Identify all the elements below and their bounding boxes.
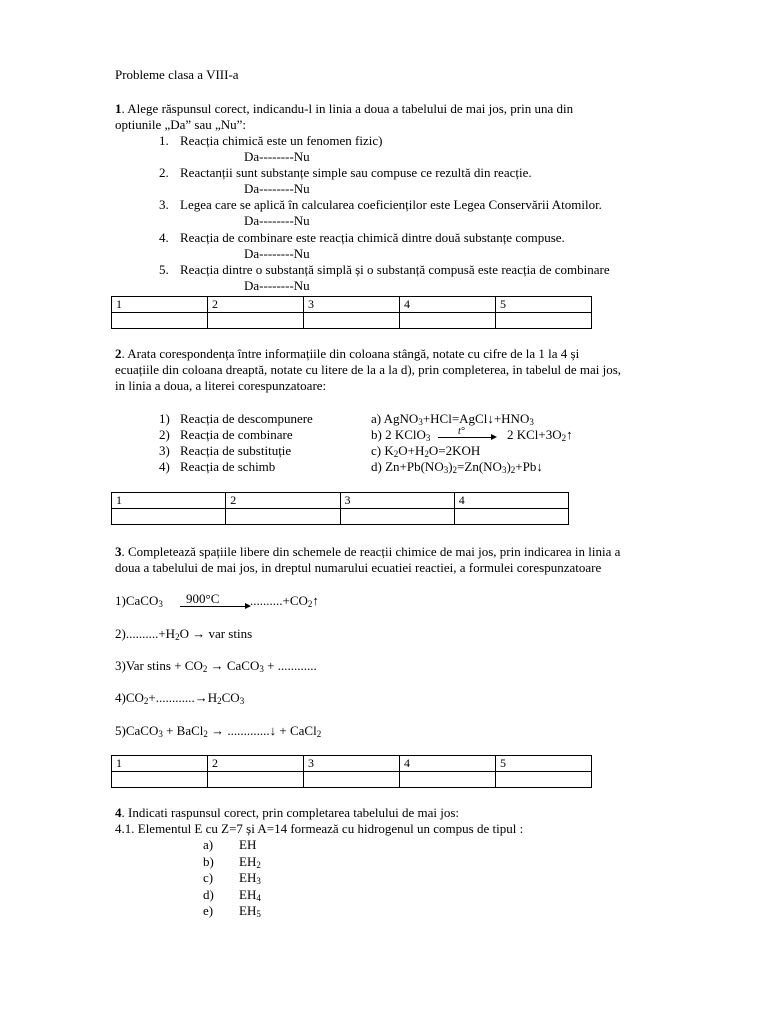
- p4-option-a: EH: [239, 837, 257, 852]
- p1-item-3-text: Legea care se aplică în calcularea coeficienților este Legea Conservării Atomilor.: [180, 197, 602, 212]
- answer-cell[interactable]: [208, 772, 304, 788]
- p1-item-3: 3.: [159, 197, 169, 212]
- answer-cell[interactable]: [226, 509, 340, 525]
- table-header-cell: 2: [208, 756, 304, 772]
- p3-reaction-2: $2)..........+H_2O$ → var stins: [115, 626, 253, 642]
- answer-cell[interactable]: [304, 772, 400, 788]
- p3-reaction-1: 1)CaCO$_3$: [115, 593, 163, 609]
- p2-left-4: Reacția de schimb: [180, 459, 276, 474]
- table-header-cell: 1: [112, 493, 226, 509]
- p2-left-1-number: 1): [159, 411, 170, 426]
- table-header-cell: 5: [496, 297, 592, 313]
- p3-reaction-arrow: [180, 606, 246, 607]
- answer-cell[interactable]: [112, 313, 208, 329]
- answer-cell[interactable]: [400, 772, 496, 788]
- page-title: Probleme clasa a VIII-a: [115, 67, 239, 82]
- answer-cell[interactable]: [454, 509, 568, 525]
- p1-item-4-text: Reacția de combinare este reacția chimică dintre două substanțe compuse.: [180, 230, 565, 245]
- arrow-head-icon: [491, 434, 497, 440]
- p3-reaction-5: 5)CaCO$_3$ + BaCl$_2$ → .............↓ + CaCl$_2$: [115, 723, 322, 739]
- table-answer-row: [112, 509, 569, 525]
- answer-cell[interactable]: [340, 509, 454, 525]
- p2-answer-table: [111, 492, 569, 525]
- p2-equation-d: d) $Zn+Pb(NO_3)_2=Zn(NO_3)_2+Pb↓$: [371, 459, 543, 475]
- problem-3-intro-line-1: 3. Completează spațiile libere din schemele de reacții chimice de mai jos, prin indicarea in linia a: [115, 544, 621, 559]
- answer-cell[interactable]: [496, 313, 592, 329]
- p4-option-b: $EH_2$: [239, 854, 261, 870]
- p2-reaction-arrow: [438, 437, 492, 438]
- table-header-row: [112, 297, 592, 313]
- table-header-cell: 3: [304, 756, 400, 772]
- p2-left-3-number: 3): [159, 443, 170, 458]
- p4-option-b-label: b): [203, 854, 214, 869]
- p4-option-a-label: a): [203, 837, 214, 852]
- p1-item-2-answer: Da--------Nu: [244, 181, 310, 196]
- p3-reaction-1-condition: 900°C: [186, 591, 220, 606]
- p1-item-1: 1.: [159, 133, 169, 148]
- problem-1-intro-line-2: optiunile „Da” sau „Nu”:: [115, 117, 247, 132]
- answer-cell[interactable]: [304, 313, 400, 329]
- table-header-cell: 4: [400, 756, 496, 772]
- table-header-cell: 4: [454, 493, 568, 509]
- answer-cell[interactable]: [112, 509, 226, 525]
- p2-left-1: Reacția de descompunere: [180, 411, 313, 426]
- p2-left-4-number: 4): [159, 459, 170, 474]
- p1-item-2-text: Reactanții sunt substanțe simple sau compuse ce rezultă din reacție.: [180, 165, 532, 180]
- p1-item-5: 5.: [159, 262, 169, 277]
- table-header-cell: 1: [112, 756, 208, 772]
- p1-item-1-answer: Da--------Nu: [244, 149, 310, 164]
- table-answer-row: [112, 313, 592, 329]
- problem-2-intro-line-3: in linia a doua, a literei corespunzatoare:: [115, 378, 327, 393]
- p3-reaction-4: $4)CO_2+............\to H_2CO_3$: [115, 690, 245, 706]
- answer-cell[interactable]: [400, 313, 496, 329]
- table-header-cell: 1: [112, 297, 208, 313]
- p2-left-3: Reacția de substituție: [180, 443, 292, 458]
- p3-reaction-1-products: $..........+CO_2↑$: [250, 593, 319, 609]
- problem-2-intro-line-1: 2. Arata corespondența între informațiile din coloana stângă, notate cu cifre de la 1 la 4 și: [115, 346, 580, 361]
- problem-3-intro-line-2: doua a tabelului de mai jos, in dreptul numarului ecuatiei reactiei, a formulei corespunzatoare: [115, 560, 602, 575]
- table-header-cell: 4: [400, 297, 496, 313]
- table-header-cell: 3: [340, 493, 454, 509]
- p2-equation-b-condition: t°: [458, 426, 465, 437]
- p4-option-d-label: d): [203, 887, 214, 902]
- p1-item-4-answer: Da--------Nu: [244, 246, 310, 261]
- problem-2-intro-line-2: ecuațiile din coloana dreaptă, notate cu litere de la a la d), prin completerea, in tabelul de mai jos,: [115, 362, 622, 377]
- problem-4-intro: 4. Indicati raspunsul corect, prin completarea tabelului de mai jos:: [115, 805, 460, 820]
- table-header-cell: 5: [496, 756, 592, 772]
- p4-option-e-label: e): [203, 903, 214, 918]
- problem-2-number: 2: [115, 346, 122, 361]
- p1-answer-table: [111, 296, 592, 329]
- p4-option-d: $EH_4$: [239, 887, 261, 903]
- answer-cell[interactable]: [112, 772, 208, 788]
- table-answer-row: [112, 772, 592, 788]
- p1-item-5-answer: Da--------Nu: [244, 278, 310, 293]
- problem-3-number: 3: [115, 544, 122, 559]
- table-header-row: [112, 493, 569, 509]
- p1-item-5-text: Reacția dintre o substanță simplă și o substanță compusă este reacția de combinare: [180, 262, 610, 277]
- p4-option-c: $EH_3$: [239, 870, 261, 886]
- p1-item-3-answer: Da--------Nu: [244, 213, 310, 228]
- p2-equation-a: a) $AgNO_3+HCl=AgCl↓+HNO_3$: [371, 411, 534, 427]
- p2-equation-b: b) 2 KClO$_3$: [371, 427, 431, 443]
- answer-cell[interactable]: [496, 772, 592, 788]
- p1-item-2: 2.: [159, 165, 169, 180]
- table-header-cell: 3: [304, 297, 400, 313]
- p3-answer-table: [111, 755, 592, 788]
- problem-4-number: 4: [115, 805, 122, 820]
- p2-equation-c: c) $K_2O+H_2O=2KOH$: [371, 443, 481, 459]
- p4-option-e: $EH_5$: [239, 903, 261, 919]
- table-header-cell: 2: [208, 297, 304, 313]
- problem-1-intro-line-1: 1. Alege răspunsul corect, indicandu-l in linia a doua a tabelului de mai jos, prin una din: [115, 101, 574, 116]
- p2-left-2: Reacția de combinare: [180, 427, 293, 442]
- p3-reaction-3: 3)Var stins + $CO_2$ → CaCO$_3$ + ............: [115, 658, 317, 674]
- p2-left-2-number: 2): [159, 427, 170, 442]
- answer-cell[interactable]: [208, 313, 304, 329]
- p2-equation-b-products: 2 $KCl+3O_2↑$: [507, 427, 573, 443]
- p4-option-c-label: c): [203, 870, 214, 885]
- problem-4-question: 4.1. Elementul E cu Z=7 și A=14 formează cu hidrogenul un compus de tipul :: [115, 821, 524, 836]
- problem-1-number: 1: [115, 101, 122, 116]
- p1-item-4: 4.: [159, 230, 169, 245]
- p1-item-1-text: Reacția chimică este un fenomen fizic): [180, 133, 383, 148]
- table-header-cell: 2: [226, 493, 340, 509]
- table-header-row: [112, 756, 592, 772]
